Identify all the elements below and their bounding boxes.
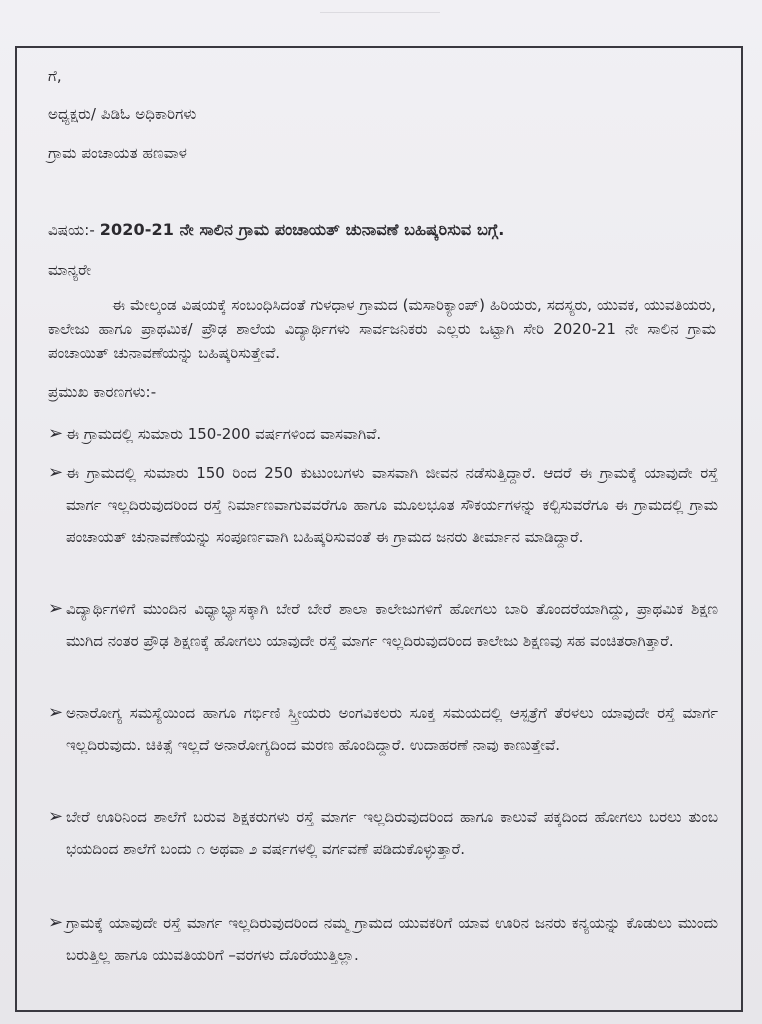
reasons-heading: ಪ್ರಮುಖ ಕಾರಣಗಳು:- bbox=[48, 383, 157, 401]
reason-text: ಈ ಗ್ರಾಮದಲ್ಲಿ ಸುಮಾರು 150 ರಿಂದ 250 ಕುಟುಂಬಗಳು ವಾಸವಾಗಿ ಜೀವನ ನಡೆಸುತ್ತಿದ್ದಾರೆ. ಆದರೆ ಈ ಗ್ರಾಮಕ್ಕೆ ಯಾವುದೇ ರಸ್ತೆ ಮಾರ್ಗ ಇಲ್ಲದಿರುವುದರಿಂದ ರಸ್ತೆ ನಿರ್ಮಾಣವಾಗುವವರೆಗೂ ಹಾಗೂ ಮೂಲಭೂತ ಸೌಕರ್ಯಗಳನ್ನು ಕಲ್ಪಿಸುವರೆಗೂ ಈ ಗ್ರಾಮದಲ್ಲಿ ಗ್ರಾಮ ಪಂಚಾಯತ್ ಚುನಾವಣೆಯನ್ನು ಸಂಪೂರ್ಣವಾಗಿ ಬಹಿಷ್ಕರಿಸುವಂತೆ ಈ ಗ್ರಾಮದ ಜನರು ತೀರ್ಮಾನ ಮಾಡಿದ್ದಾರೆ. bbox=[66, 464, 718, 546]
reason-text: ಬೇರೆ ಊರಿನಿಂದ ಶಾಲೆಗೆ ಬರುವ ಶಿಕ್ಷಕರುಗಳು ರಸ್ತೆ ಮಾರ್ಗ ಇಲ್ಲದಿರುವುದರಿಂದ ಹಾಗೂ ಕಾಲುವೆ ಪಕ್ಕದಿಂದ ಹೋಗಲು ಬರಲು ತುಂಬ ಭಯದಿಂದ ಶಾಲೆಗೆ ಬಂದು ೧ ಅಥವಾ ೨ ವರ್ಷಗಳಲ್ಲಿ ವರ್ಗವಣೆ ಪಡಿದುಕೊಳ್ಳುತ್ತಾರೆ. bbox=[66, 808, 718, 858]
reason-item-1 bbox=[48, 418, 718, 450]
subject-text: 2020-21 ನೇ ಸಾಲಿನ ಗ್ರಾಮ ಪಂಚಾಯತ್ ಚುನಾವಣೆ ಬಹಿಷ್ಕರಿಸುವ ಬಗ್ಗೆ. bbox=[99, 220, 505, 239]
salutation: ಮಾನ್ಯರೇ bbox=[48, 261, 92, 279]
arrow-bullet-icon: ➢ bbox=[48, 702, 64, 723]
reason-text: ಈ ಗ್ರಾಮದಲ್ಲಿ ಸುಮಾರು 150-200 ವರ್ಷಗಳಿಂದ ವಾಸವಾಗಿವೆ. bbox=[66, 425, 382, 443]
arrow-bullet-icon: ➢ bbox=[48, 912, 64, 933]
arrow-bullet-icon: ➢ bbox=[48, 598, 64, 619]
reason-item-2 bbox=[48, 457, 718, 585]
recipient-line-2: ಗ್ರಾಮ ಪಂಚಾಯತ ಹಣವಾಳ bbox=[48, 144, 187, 162]
subject-line bbox=[48, 220, 504, 240]
reason-text: ವಿದ್ಯಾರ್ಥಿಗಳಿಗೆ ಮುಂದಿನ ವಿಧ್ಯಾಭ್ಯಾಸಕ್ಕಾಗಿ ಬೇರೆ ಬೇರೆ ಶಾಲಾ ಕಾಲೇಜುಗಳಿಗೆ ಹೋಗಲು ಬಾರಿ ತೊಂದರೆಯಾಗಿದ್ದು, ಪ್ರಾಥಮಿಕ ಶಿಕ್ಷಣ ಮುಗಿದ ನಂತರ ಪ್ರೌಢ ಶಿಕ್ಷಣಕ್ಕೆ ಹೋಗಲು ಯಾವುದೇ ರಸ್ತೆ ಮಾರ್ಗ ಇಲ್ಲದಿರುವುದರಿಂದ ಕಾಲೇಜು ಶಿಕ್ಷಣವು ಸಹ ವಂಚಿತರಾಗಿತ್ತಾರೆ. bbox=[66, 600, 718, 650]
arrow-bullet-icon: ➢ bbox=[48, 462, 64, 483]
to-label: ಗೆ, bbox=[48, 67, 62, 85]
subject-label: ವಿಷಯ:- bbox=[48, 221, 95, 239]
reason-item-5 bbox=[48, 801, 718, 897]
reason-item-4 bbox=[48, 697, 718, 793]
reason-text: ಗ್ರಾಮಕ್ಕೆ ಯಾವುದೇ ರಸ್ತೆ ಮಾರ್ಗ ಇಲ್ಲದಿರುವುದರಿಂದ ನಮ್ಮ ಗ್ರಾಮದ ಯುವಕರಿಗೆ ಯಾವ ಊರಿನ ಜನರು ಕನ್ಯಯನ್ನು ಕೊಡುಲು ಮುಂದು ಬರುತ್ತಿಲ್ಲ ಹಾಗೂ ಯುವತಿಯರಿಗೆ –ವರಗಳು ದೊರೆಯುತ್ತಿಲ್ಲಾ. bbox=[66, 914, 718, 964]
recipient-line-1: ಅಧ್ಯಕ್ಷರು/ ಪಿಡಿಓ ಅಧಿಕಾರಿಗಳು bbox=[48, 105, 197, 123]
reason-item-3 bbox=[48, 593, 718, 689]
reason-text: ಅನಾರೋಗ್ಯ ಸಮಸ್ಯೆಯಿಂದ ಹಾಗೂ ಗರ್ಭಿಣಿ ಸ್ತ್ರೀಯರು ಅಂಗವಿಕಲರು ಸೂಕ್ತ ಸಮಯದಲ್ಲಿ ಆಸ್ಪತ್ರೆಗೆ ತೆರಳಲು ಯಾವುದೇ ರಸ್ತೆ ಮಾರ್ಗ ಇಲ್ಲದಿರುವುದು. ಚಿಕಿತ್ಸೆ ಇಲ್ಲದೆ ಅನಾರೋಗ್ಯದಿಂದ ಮರಣ ಹೊಂದಿದ್ದಾರೆ. ಉದಾಹರಣೆ ನಾವು ಕಾಣುತ್ತೇವೆ. bbox=[66, 704, 718, 754]
reason-item-6 bbox=[48, 907, 718, 971]
arrow-bullet-icon: ➢ bbox=[48, 806, 64, 827]
page-top-smudge bbox=[320, 0, 440, 13]
arrow-bullet-icon: ➢ bbox=[48, 423, 64, 444]
intro-paragraph: ಈ ಮೇಲ್ಕಂಡ ವಿಷಯಕ್ಕೆ ಸಂಬಂಧಿಸಿದಂತೆ ಗುಳಧಾಳ ಗ್ರಾಮದ (ಮಸಾರಿಕ್ಯಾಂಪ್) ಹಿರಿಯರು, ಸದಸ್ಯರು, ಯುವಕ, ಯುವತಿಯರು, ಕಾಲೇಜು ಹಾಗೂ ಪ್ರಾಥಮಿಕ/ ಪ್ರೌಢ ಶಾಲೆಯ ವಿದ್ಯಾರ್ಥಿಗಳು ಸಾರ್ವಜನಿಕರು ಎಲ್ಲರು ಒಟ್ಟಾಗಿ ಸೇರಿ 2020-21 ನೇ ಸಾಲಿನ ಗ್ರಾಮ ಪಂಚಾಯಿತ್ ಚುನಾವಣೆಯನ್ನು ಬಹಿಷ್ಕರಿಸುತ್ತೇವೆ. bbox=[48, 296, 716, 362]
